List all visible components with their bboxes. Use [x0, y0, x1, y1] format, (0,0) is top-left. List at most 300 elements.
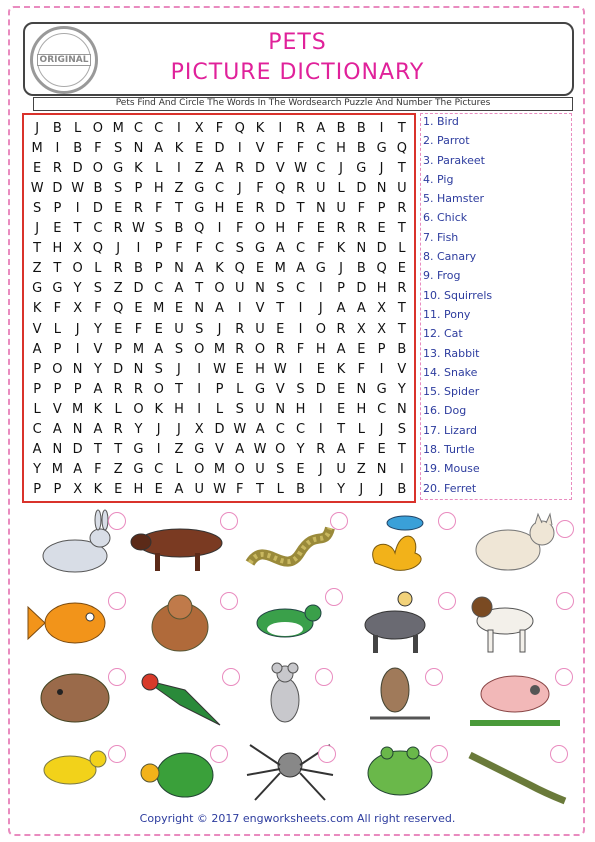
grid-letter[interactable]: I [237, 140, 242, 156]
grid-letter[interactable]: D [214, 140, 225, 156]
answer-bubble[interactable] [550, 745, 568, 763]
grid-letter[interactable]: H [275, 221, 286, 237]
grid-letter[interactable]: A [32, 442, 42, 458]
grid-letter[interactable]: M [213, 341, 226, 357]
grid-letter[interactable]: P [53, 200, 62, 216]
grid-letter[interactable]: M [213, 462, 226, 478]
grid-letter[interactable]: R [336, 221, 346, 237]
grid-letter[interactable]: M [274, 261, 286, 277]
grid-letter[interactable]: W [294, 160, 307, 176]
grid-letter[interactable]: R [296, 180, 306, 196]
grid-letter[interactable]: K [215, 261, 224, 277]
grid-letter[interactable]: B [296, 482, 305, 498]
grid-letter[interactable]: E [114, 482, 123, 498]
grid-letter[interactable]: F [94, 301, 102, 317]
answer-bubble[interactable] [315, 668, 333, 686]
grid-letter[interactable]: E [134, 301, 143, 317]
grid-letter[interactable]: F [94, 140, 102, 156]
grid-letter[interactable]: G [194, 442, 205, 458]
grid-letter[interactable]: U [255, 462, 265, 478]
grid-letter[interactable]: U [194, 482, 204, 498]
grid-letter[interactable]: V [52, 402, 62, 418]
grid-letter[interactable]: M [51, 462, 63, 478]
grid-letter[interactable]: J [339, 160, 343, 176]
grid-letter[interactable]: W [30, 180, 44, 196]
grid-letter[interactable]: D [376, 241, 387, 257]
grid-letter[interactable]: I [136, 241, 141, 257]
grid-letter[interactable]: R [133, 200, 143, 216]
grid-letter[interactable]: B [397, 341, 407, 357]
grid-letter[interactable]: I [197, 361, 202, 377]
grid-letter[interactable]: Z [113, 281, 123, 297]
grid-letter[interactable]: C [214, 241, 225, 257]
grid-letter[interactable]: E [33, 160, 42, 176]
grid-letter[interactable]: U [235, 281, 245, 297]
grid-letter[interactable]: O [315, 321, 326, 337]
grid-letter[interactable]: R [113, 221, 123, 237]
grid-letter[interactable]: J [379, 422, 384, 438]
grid-letter[interactable]: G [52, 281, 63, 297]
grid-letter[interactable]: S [397, 422, 406, 438]
grid-letter[interactable]: N [72, 361, 83, 377]
grid-letter[interactable]: T [397, 321, 406, 337]
grid-letter[interactable]: T [73, 221, 82, 237]
grid-letter[interactable]: P [337, 281, 345, 297]
grid-letter[interactable]: S [235, 402, 244, 418]
grid-letter[interactable]: X [73, 482, 83, 498]
grid-letter[interactable]: Y [93, 361, 102, 377]
grid-letter[interactable]: F [195, 241, 203, 257]
grid-letter[interactable]: C [275, 422, 285, 438]
grid-letter[interactable]: N [275, 402, 286, 418]
answer-bubble[interactable] [430, 745, 448, 763]
grid-letter[interactable]: R [235, 321, 245, 337]
grid-letter[interactable]: I [156, 442, 161, 458]
grid-letter[interactable]: T [195, 281, 204, 297]
grid-letter[interactable]: E [235, 200, 244, 216]
grid-letter[interactable]: K [93, 482, 103, 498]
grid-letter[interactable]: I [298, 321, 303, 337]
grid-letter[interactable]: A [73, 462, 83, 478]
grid-letter[interactable]: G [254, 381, 266, 397]
answer-bubble[interactable] [108, 592, 126, 610]
grid-letter[interactable]: P [33, 482, 42, 498]
grid-letter[interactable]: L [114, 402, 122, 418]
grid-letter[interactable]: C [154, 120, 164, 136]
grid-letter[interactable]: Z [32, 261, 42, 277]
grid-letter[interactable]: G [376, 381, 387, 397]
grid-letter[interactable]: C [93, 221, 103, 237]
grid-letter[interactable]: J [75, 321, 80, 337]
grid-letter[interactable]: R [113, 381, 123, 397]
grid-letter[interactable]: H [133, 482, 144, 498]
grid-letter[interactable]: W [132, 221, 145, 237]
answer-bubble[interactable] [108, 512, 126, 530]
grid-letter[interactable]: T [337, 422, 346, 438]
grid-letter[interactable]: D [214, 422, 225, 438]
grid-letter[interactable]: V [275, 160, 285, 176]
grid-letter[interactable]: P [114, 341, 123, 357]
grid-letter[interactable]: E [114, 200, 123, 216]
grid-letter[interactable]: L [337, 180, 345, 196]
grid-letter[interactable]: O [194, 341, 205, 357]
grid-letter[interactable]: F [276, 140, 285, 156]
grid-letter[interactable]: L [236, 381, 244, 397]
grid-letter[interactable]: H [376, 281, 387, 297]
grid-letter[interactable]: A [215, 301, 224, 317]
grid-letter[interactable]: C [316, 140, 326, 156]
grid-letter[interactable]: Z [356, 462, 366, 478]
grid-letter[interactable]: F [357, 442, 366, 458]
grid-letter[interactable]: D [356, 281, 367, 297]
grid-letter[interactable]: J [35, 221, 40, 237]
grid-letter[interactable]: E [174, 301, 184, 317]
grid-letter[interactable]: R [133, 381, 143, 397]
grid-letter[interactable]: G [356, 160, 367, 176]
grid-letter[interactable]: B [356, 120, 366, 136]
grid-letter[interactable]: A [154, 341, 164, 357]
grid-letter[interactable]: P [53, 482, 62, 498]
grid-letter[interactable]: S [195, 321, 204, 337]
grid-letter[interactable]: N [376, 462, 387, 478]
grid-letter[interactable]: F [256, 180, 264, 196]
grid-letter[interactable]: E [336, 402, 346, 418]
grid-letter[interactable]: H [356, 402, 367, 418]
grid-letter[interactable]: A [93, 422, 103, 438]
grid-letter[interactable]: N [255, 281, 265, 297]
grid-letter[interactable]: I [379, 361, 384, 377]
grid-letter[interactable]: L [94, 261, 102, 277]
grid-letter[interactable]: J [116, 241, 121, 257]
grid-letter[interactable]: Y [397, 381, 406, 397]
grid-letter[interactable]: N [356, 241, 367, 257]
grid-letter[interactable]: I [298, 301, 303, 317]
grid-letter[interactable]: E [235, 361, 244, 377]
grid-letter[interactable]: S [114, 140, 123, 156]
grid-letter[interactable]: F [215, 120, 224, 136]
grid-letter[interactable]: B [174, 221, 184, 237]
grid-letter[interactable]: F [296, 221, 305, 237]
grid-letter[interactable]: F [134, 321, 143, 337]
grid-letter[interactable]: J [359, 482, 364, 498]
grid-letter[interactable]: U [397, 180, 407, 196]
answer-bubble[interactable] [108, 745, 126, 763]
grid-letter[interactable]: R [316, 442, 326, 458]
answer-bubble[interactable] [425, 668, 443, 686]
grid-letter[interactable]: A [316, 120, 326, 136]
grid-letter[interactable]: J [339, 261, 343, 277]
grid-letter[interactable]: P [33, 381, 42, 397]
grid-letter[interactable]: O [52, 361, 63, 377]
answer-bubble[interactable] [556, 520, 574, 538]
grid-letter[interactable]: K [336, 361, 346, 377]
grid-letter[interactable]: C [296, 241, 306, 257]
grid-letter[interactable]: N [194, 301, 205, 317]
grid-letter[interactable]: F [296, 140, 305, 156]
grid-letter[interactable]: T [397, 221, 406, 237]
answer-bubble[interactable] [108, 668, 126, 686]
grid-letter[interactable]: G [194, 200, 205, 216]
grid-letter[interactable]: E [377, 221, 386, 237]
answer-bubble[interactable] [330, 512, 348, 530]
grid-letter[interactable]: E [336, 381, 346, 397]
grid-letter[interactable]: W [273, 361, 287, 377]
grid-letter[interactable]: J [318, 301, 323, 317]
grid-letter[interactable]: R [397, 281, 407, 297]
grid-letter[interactable]: F [236, 221, 244, 237]
grid-letter[interactable]: K [32, 301, 42, 317]
grid-letter[interactable]: J [156, 422, 161, 438]
grid-letter[interactable]: H [255, 361, 265, 377]
grid-letter[interactable]: R [255, 200, 265, 216]
grid-letter[interactable]: X [377, 301, 387, 317]
grid-letter[interactable]: H [336, 140, 346, 156]
answer-bubble[interactable] [556, 592, 574, 610]
grid-letter[interactable]: E [154, 482, 163, 498]
grid-letter[interactable]: E [316, 221, 325, 237]
grid-letter[interactable]: O [133, 402, 144, 418]
grid-letter[interactable]: P [73, 381, 82, 397]
grid-letter[interactable]: R [235, 160, 245, 176]
grid-letter[interactable]: S [114, 180, 123, 196]
grid-letter[interactable]: Y [93, 321, 102, 337]
grid-letter[interactable]: M [112, 120, 124, 136]
grid-letter[interactable]: A [32, 341, 42, 357]
answer-bubble[interactable] [222, 668, 240, 686]
grid-letter[interactable]: O [234, 462, 245, 478]
grid-letter[interactable]: F [296, 341, 305, 357]
grid-letter[interactable]: D [315, 381, 326, 397]
grid-letter[interactable]: R [113, 261, 123, 277]
answer-bubble[interactable] [220, 512, 238, 530]
grid-letter[interactable]: Q [234, 120, 245, 136]
grid-letter[interactable]: I [237, 301, 242, 317]
grid-letter[interactable]: Q [92, 241, 104, 257]
grid-letter[interactable]: T [397, 301, 406, 317]
answer-bubble[interactable] [438, 512, 456, 530]
grid-letter[interactable]: U [255, 321, 265, 337]
grid-letter[interactable]: H [295, 402, 306, 418]
grid-letter[interactable]: Q [113, 301, 124, 317]
grid-letter[interactable]: E [377, 442, 386, 458]
grid-letter[interactable]: T [93, 442, 102, 458]
grid-letter[interactable]: K [336, 241, 346, 257]
grid-letter[interactable]: H [52, 241, 63, 257]
grid-letter[interactable]: D [356, 180, 367, 196]
grid-letter[interactable]: R [235, 341, 245, 357]
grid-letter[interactable]: D [92, 200, 103, 216]
grid-letter[interactable]: S [93, 281, 103, 297]
grid-letter[interactable]: Z [174, 442, 184, 458]
grid-letter[interactable]: U [255, 402, 265, 418]
grid-letter[interactable]: H [214, 200, 225, 216]
grid-letter[interactable]: Z [113, 462, 123, 478]
grid-letter[interactable]: V [215, 442, 224, 458]
grid-letter[interactable]: S [276, 462, 285, 478]
grid-letter[interactable]: X [194, 120, 204, 136]
grid-letter[interactable]: N [397, 402, 407, 418]
grid-letter[interactable]: P [377, 341, 386, 357]
grid-letter[interactable]: O [254, 341, 266, 357]
grid-letter[interactable]: E [316, 361, 325, 377]
grid-letter[interactable]: G [133, 442, 144, 458]
grid-letter[interactable]: J [379, 160, 384, 176]
grid-letter[interactable]: O [254, 221, 266, 237]
grid-letter[interactable]: Q [234, 261, 245, 277]
grid-letter[interactable]: P [215, 381, 224, 397]
grid-letter[interactable]: S [276, 281, 285, 297]
grid-letter[interactable]: B [133, 261, 143, 277]
grid-letter[interactable]: O [92, 120, 104, 136]
grid-letter[interactable]: S [296, 381, 305, 397]
grid-letter[interactable]: G [376, 140, 387, 156]
grid-letter[interactable]: J [318, 462, 323, 478]
grid-letter[interactable]: S [174, 341, 184, 357]
answer-bubble[interactable] [325, 588, 343, 606]
grid-letter[interactable]: J [379, 482, 384, 498]
grid-letter[interactable]: B [336, 120, 346, 136]
grid-letter[interactable]: E [154, 321, 163, 337]
grid-letter[interactable]: U [174, 321, 184, 337]
grid-letter[interactable]: A [194, 261, 204, 277]
grid-letter[interactable]: B [356, 261, 366, 277]
grid-letter[interactable]: F [317, 241, 325, 257]
grid-letter[interactable]: I [318, 482, 323, 498]
grid-letter[interactable]: Y [33, 462, 42, 478]
grid-letter[interactable]: I [298, 361, 303, 377]
grid-letter[interactable]: A [356, 301, 366, 317]
grid-letter[interactable]: A [215, 160, 224, 176]
grid-letter[interactable]: S [154, 361, 163, 377]
grid-letter[interactable]: Q [396, 140, 407, 156]
grid-letter[interactable]: A [275, 241, 285, 257]
grid-letter[interactable]: G [113, 160, 124, 176]
grid-letter[interactable]: E [276, 321, 285, 337]
grid-letter[interactable]: Y [134, 422, 143, 438]
grid-letter[interactable]: E [195, 140, 204, 156]
grid-letter[interactable]: J [237, 180, 242, 196]
grid-letter[interactable]: F [357, 200, 366, 216]
grid-letter[interactable]: J [217, 321, 222, 337]
grid-letter[interactable]: U [316, 180, 326, 196]
answer-bubble[interactable] [438, 592, 456, 610]
grid-letter[interactable]: P [53, 341, 62, 357]
grid-letter[interactable]: N [356, 381, 367, 397]
grid-letter[interactable]: A [235, 442, 245, 458]
grid-letter[interactable]: R [275, 341, 285, 357]
grid-letter[interactable]: B [52, 120, 62, 136]
grid-letter[interactable]: R [397, 200, 407, 216]
grid-letter[interactable]: D [52, 180, 63, 196]
grid-letter[interactable]: D [113, 361, 124, 377]
grid-letter[interactable]: C [214, 180, 225, 196]
grid-letter[interactable]: I [177, 160, 181, 176]
grid-letter[interactable]: W [233, 422, 247, 438]
grid-letter[interactable]: H [153, 180, 164, 196]
grid-letter[interactable]: Z [194, 160, 204, 176]
grid-letter[interactable]: L [175, 462, 183, 478]
grid-letter[interactable]: A [154, 140, 164, 156]
grid-letter[interactable]: P [154, 261, 163, 277]
grid-letter[interactable]: D [72, 442, 83, 458]
grid-letter[interactable]: L [33, 402, 41, 418]
grid-letter[interactable]: L [74, 120, 82, 136]
grid-letter[interactable]: K [93, 402, 103, 418]
grid-letter[interactable]: K [255, 120, 265, 136]
answer-bubble[interactable] [555, 668, 573, 686]
grid-letter[interactable]: X [73, 301, 83, 317]
grid-letter[interactable]: Y [73, 281, 82, 297]
answer-bubble[interactable] [210, 745, 228, 763]
grid-letter[interactable]: J [177, 361, 181, 377]
grid-letter[interactable]: I [217, 221, 222, 237]
grid-letter[interactable]: W [71, 180, 85, 196]
grid-letter[interactable]: N [315, 200, 326, 216]
grid-letter[interactable]: N [133, 140, 144, 156]
grid-letter[interactable]: A [336, 301, 346, 317]
grid-letter[interactable]: O [72, 261, 83, 277]
grid-letter[interactable]: F [154, 200, 163, 216]
grid-letter[interactable]: N [72, 422, 83, 438]
grid-letter[interactable]: H [174, 402, 184, 418]
grid-letter[interactable]: K [134, 160, 143, 176]
grid-letter[interactable]: B [93, 180, 103, 196]
grid-letter[interactable]: T [53, 261, 62, 277]
grid-letter[interactable]: D [133, 281, 144, 297]
grid-letter[interactable]: N [133, 361, 144, 377]
grid-letter[interactable]: R [113, 422, 123, 438]
grid-letter[interactable]: P [53, 381, 62, 397]
grid-letter[interactable]: A [93, 381, 103, 397]
grid-letter[interactable]: Q [376, 261, 387, 277]
grid-letter[interactable]: C [154, 462, 164, 478]
grid-letter[interactable]: V [275, 381, 285, 397]
grid-letter[interactable]: L [155, 160, 163, 176]
answer-bubble[interactable] [220, 592, 238, 610]
grid-letter[interactable]: O [153, 381, 164, 397]
grid-letter[interactable]: L [276, 482, 284, 498]
grid-letter[interactable]: K [154, 402, 163, 418]
grid-letter[interactable]: E [296, 462, 305, 478]
grid-letter[interactable]: E [255, 261, 265, 277]
grid-letter[interactable]: I [177, 120, 181, 136]
grid-letter[interactable]: I [318, 281, 323, 297]
grid-letter[interactable]: F [94, 462, 102, 478]
grid-letter[interactable]: B [397, 482, 407, 498]
grid-letter[interactable]: S [235, 241, 244, 257]
grid-letter[interactable]: E [397, 261, 406, 277]
grid-letter[interactable]: V [255, 301, 265, 317]
grid-letter[interactable]: D [72, 160, 83, 176]
grid-letter[interactable]: N [52, 442, 63, 458]
grid-letter[interactable]: I [197, 402, 202, 418]
grid-letter[interactable]: O [92, 160, 104, 176]
grid-letter[interactable]: Y [337, 482, 346, 498]
grid-letter[interactable]: J [177, 422, 181, 438]
grid-letter[interactable]: I [318, 402, 323, 418]
grid-letter[interactable]: I [197, 381, 202, 397]
grid-letter[interactable]: B [356, 140, 366, 156]
grid-letter[interactable]: G [194, 180, 205, 196]
grid-letter[interactable]: X [194, 422, 204, 438]
grid-letter[interactable]: C [296, 422, 306, 438]
grid-letter[interactable]: T [256, 482, 264, 498]
grid-letter[interactable]: B [73, 140, 83, 156]
grid-letter[interactable]: N [376, 180, 387, 196]
grid-letter[interactable]: J [35, 120, 40, 136]
grid-letter[interactable]: C [32, 422, 42, 438]
grid-letter[interactable]: X [356, 321, 366, 337]
